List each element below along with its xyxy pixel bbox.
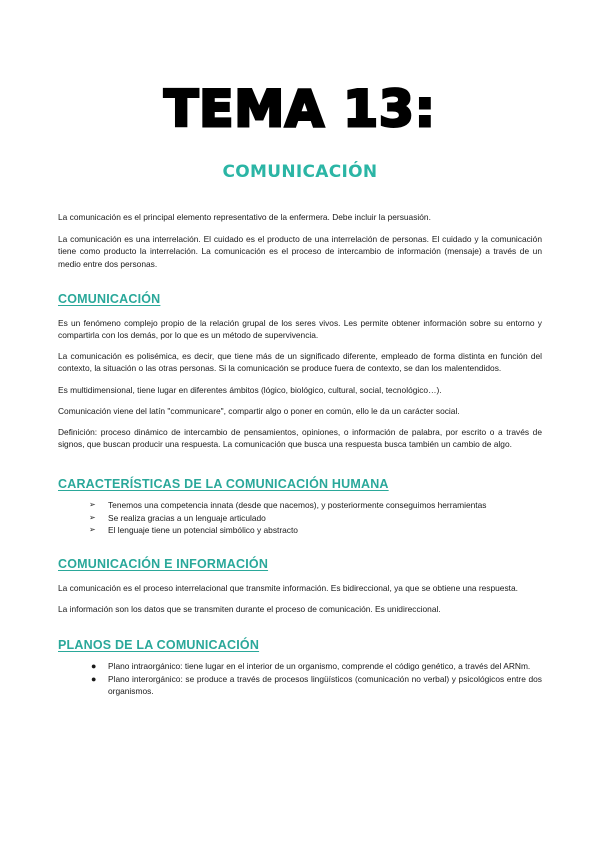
list-item-text: Tenemos una competencia innata (desde que nacemos), y posteriormente conseguimos herramientas bbox=[108, 500, 487, 511]
arrow-bullet-icon: ➢ bbox=[89, 512, 96, 522]
section-comunicacion bbox=[58, 292, 542, 451]
list-item-text: Plano interorgánico: se produce a través de procesos lingüísticos (comunicación no verbal) y psicológicos entre dos organismos. bbox=[108, 673, 542, 696]
paragraph: Definición: proceso dinámico de intercambio de pensamientos, opiniones, o información de palabra, por escrito o a través de signos, que buscan producir una respuesta. La comunicación que busca una respuesta busca también un cambio de algo. bbox=[58, 427, 542, 450]
paragraph: La información son los datos que se transmiten durante el proceso de comunicación. Es unidireccional. bbox=[58, 604, 441, 615]
list-item bbox=[58, 673, 542, 697]
list-item-text: Plano intraorgánico: tiene lugar en el interior de un organismo, comprende el código genético, a través del ARNm. bbox=[108, 661, 531, 672]
section-informacion bbox=[58, 557, 542, 615]
arrow-bullet-icon: ➢ bbox=[89, 500, 96, 510]
paragraph: Es un fenómeno complejo propio de la relación grupal de los seres vivos. Les permite obtener información sobre su entorno y compartirla con los demás, por lo que es un método de supervivencia. bbox=[58, 317, 542, 341]
paragraph: La comunicación es el proceso interrelacional que transmite información. Es bidireccional, ya que se obtiene una respuesta. bbox=[58, 583, 518, 594]
planes-list bbox=[58, 660, 542, 697]
bullet-dot-icon: ● bbox=[91, 661, 97, 672]
section-heading-comunicacion: COMUNICACIÓN bbox=[58, 291, 161, 306]
page-title: TEMA 13: bbox=[164, 80, 436, 138]
section-heading-informacion: COMUNICACIÓN E INFORMACIÓN bbox=[58, 557, 269, 572]
list-item bbox=[58, 499, 542, 511]
list-item-text: Se realiza gracias a un lenguaje articulado bbox=[108, 512, 266, 523]
section-heading-caracteristicas: CARACTERÍSTICAS DE LA COMUNICACIÓN HUMANA bbox=[58, 477, 389, 492]
intro-paragraph-1: La comunicación es el principal elemento representativo de la enfermera. Debe incluir la persuasión. bbox=[58, 212, 431, 222]
paragraph: Comunicación viene del latín "communicare", compartir algo o poner en común, ello le da un carácter social. bbox=[58, 405, 460, 416]
list-item bbox=[58, 512, 542, 524]
intro-paragraph-2: La comunicación es una interrelación. El cuidado es el producto de una interrelación de personas. El cuidado y la comunicación tiene como producto la interrelación. La comunicación es el proceso de intercambio de información (mensaje) a través de un medio entre dos personas. bbox=[58, 234, 542, 269]
list-item bbox=[58, 524, 542, 536]
paragraph: La comunicación es polisémica, es decir, que tiene más de un significado diferente, empleado de forma distinta en función del contexto, la situación o las otras personas. Si la comunicación se produce fuera de contexto, se dan los malentendidos. bbox=[58, 351, 542, 374]
section-planos bbox=[58, 638, 542, 697]
section-caracteristicas bbox=[58, 477, 542, 536]
page-subtitle: COMUNICACIÓN bbox=[222, 162, 378, 182]
paragraph: Es multidimensional, tiene lugar en diferentes ámbitos (lógico, biológico, cultural, social, tecnológico…). bbox=[58, 384, 442, 395]
bullet-dot-icon: ● bbox=[91, 673, 97, 684]
list-item bbox=[58, 660, 542, 672]
arrow-bullet-icon: ➢ bbox=[89, 524, 96, 534]
characteristics-list bbox=[58, 499, 542, 536]
section-heading-planos: PLANOS DE LA COMUNICACIÓN bbox=[58, 638, 260, 653]
list-item-text: El lenguaje tiene un potencial simbólico y abstracto bbox=[108, 524, 298, 535]
